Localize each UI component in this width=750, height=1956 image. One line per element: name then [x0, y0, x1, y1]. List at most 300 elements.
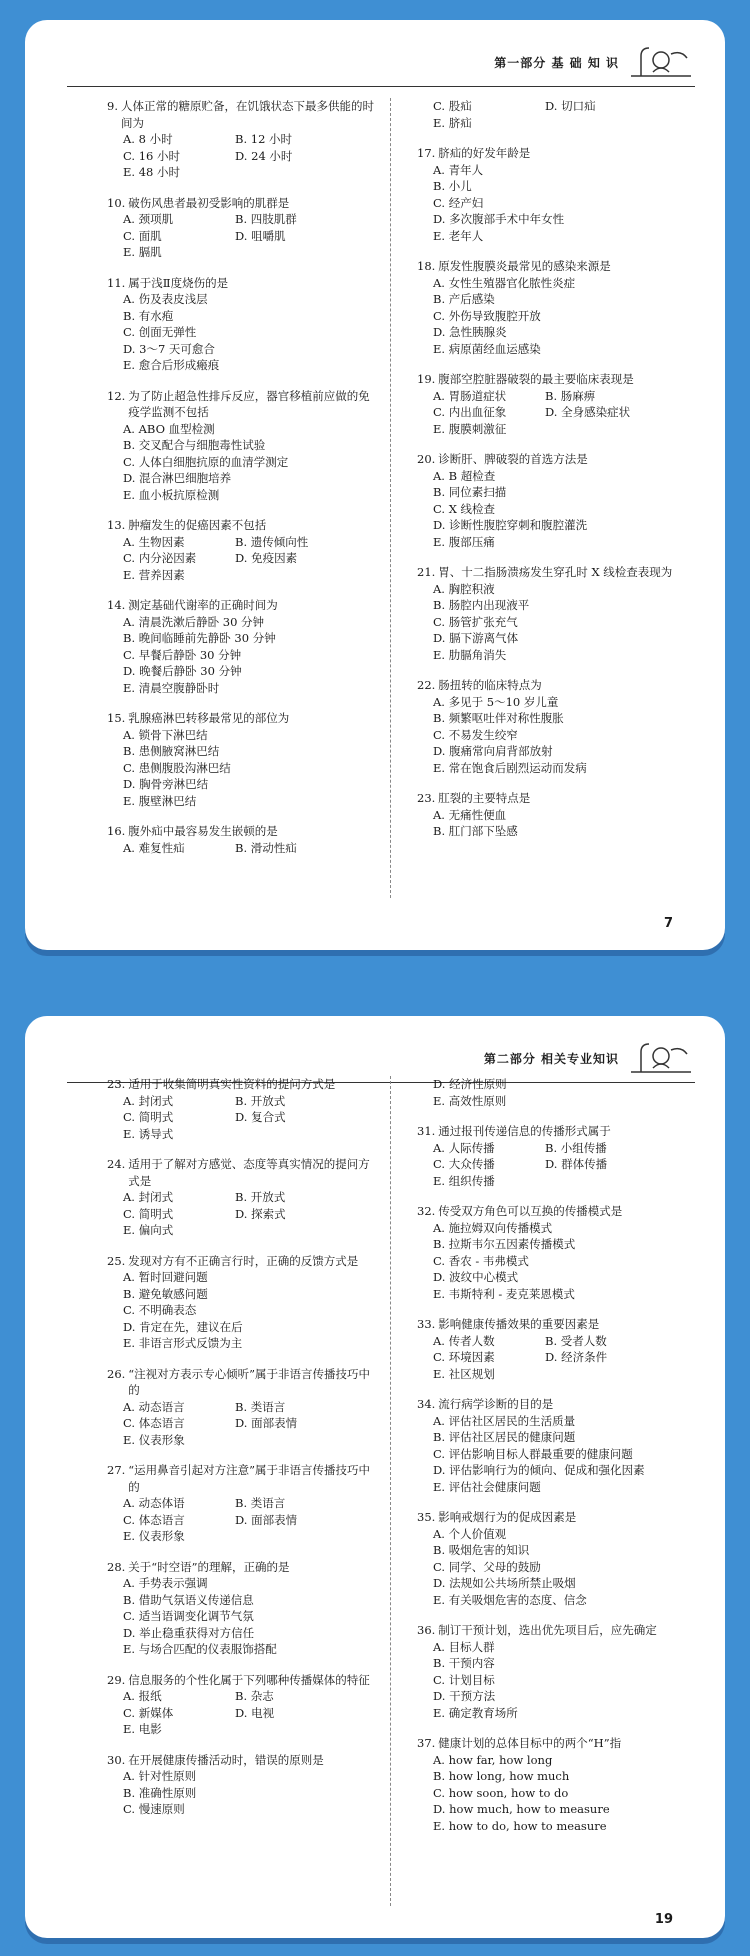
question-text: 影响戒烟行为的促成因素是 — [438, 1510, 577, 1524]
question-stem — [417, 145, 687, 162]
answer-option: D. 肯定在先，建议在后 — [123, 1319, 243, 1334]
answer-option: E. 48 小时 — [123, 165, 180, 179]
option-list — [107, 421, 377, 504]
answer-option: E. 常在饱食后剧烈运动而发病 — [433, 760, 587, 775]
question-number: 13. — [107, 518, 126, 532]
answer-option: A. 封闭式 — [123, 1093, 174, 1108]
question-item — [417, 1203, 687, 1302]
answer-option: A. 报纸 — [123, 1689, 162, 1703]
answer-option: A. 封闭式 — [123, 1190, 174, 1204]
publisher-logo-icon — [627, 42, 695, 82]
answer-option: E. 膈肌 — [123, 245, 162, 259]
column-divider — [390, 1076, 391, 1906]
answer-option: C. how soon, how to do — [433, 1785, 569, 1800]
answer-option: D. 波纹中心模式 — [433, 1270, 519, 1284]
answer-option: B. 受者人数 — [545, 1333, 607, 1348]
option-list — [417, 162, 687, 245]
answer-option: A. 8 小时 — [123, 132, 173, 146]
answer-option: A. 青年人 — [433, 162, 484, 177]
answer-option: B. 小儿 — [433, 179, 472, 193]
answer-option: A. 多见于 5～10 岁儿童 — [433, 694, 559, 709]
answer-option: B. 产后感染 — [433, 292, 495, 306]
question-text: 信息服务的个性化属于下列哪种传播媒体的特征 — [128, 1672, 370, 1687]
question-item — [417, 564, 687, 663]
question-stem — [107, 517, 377, 534]
question-text: “运用鼻音引起对方注意”属于非语言传播技巧中的 — [128, 1463, 371, 1494]
answer-option: E. 社区规划 — [433, 1366, 495, 1381]
question-item — [417, 677, 687, 776]
publisher-logo-icon — [627, 1038, 695, 1078]
page-header — [484, 1036, 695, 1080]
answer-option: D. 经济条件 — [545, 1350, 608, 1364]
answer-option: A. 传者人数 — [433, 1333, 495, 1348]
question-text: 腹外疝中最容易发生嵌顿的是 — [128, 824, 278, 838]
question-item — [417, 790, 687, 840]
question-number: 20. — [417, 452, 436, 466]
answer-option: A. 人际传播 — [433, 1140, 495, 1155]
answer-option: C. 早餐后静卧 30 分钟 — [123, 647, 242, 662]
answer-option: C. 不明确表态 — [123, 1303, 197, 1317]
question-item — [107, 823, 377, 856]
question-item — [107, 597, 377, 696]
question-item — [417, 145, 687, 244]
answer-option: B. 类语言 — [235, 1399, 286, 1414]
option-list — [107, 1688, 377, 1738]
page-header — [494, 40, 695, 84]
answer-option: D. 多次腹部手术中年女性 — [433, 212, 565, 226]
question-number: 9. — [107, 99, 118, 113]
question-item — [417, 1622, 687, 1721]
question-item — [107, 1752, 377, 1818]
answer-option: B. 交叉配合与细胞毒性试验 — [123, 438, 266, 452]
page-number: 19 — [654, 1912, 673, 1927]
question-item — [417, 1735, 687, 1834]
answer-option: B. 滑动性疝 — [235, 840, 297, 855]
question-item — [107, 195, 377, 261]
question-item — [417, 258, 687, 357]
answer-option: B. 四肢肌群 — [235, 212, 297, 226]
question-number: 11. — [107, 275, 126, 290]
question-number: 19. — [417, 372, 436, 386]
question-text: “注视对方表示专心倾听”属于非语言传播技巧中的 — [128, 1366, 371, 1397]
answer-option: A. 针对性原则 — [123, 1769, 197, 1783]
question-stem — [417, 1123, 687, 1140]
answer-option: C. 内分泌因素 — [123, 551, 197, 565]
question-item — [417, 98, 687, 131]
answer-option: C. 不易发生绞窄 — [433, 727, 518, 742]
answer-option: D. 切口疝 — [545, 99, 596, 113]
option-list — [417, 388, 687, 438]
question-number: 29. — [107, 1672, 126, 1687]
question-number: 22. — [417, 678, 436, 692]
answer-option: C. X 线检查 — [433, 501, 496, 516]
answer-option: E. 非语言形式反馈为主 — [123, 1336, 243, 1350]
answer-option: E. 仪表形象 — [123, 1529, 185, 1543]
answer-option: B. 患侧腋窝淋巴结 — [123, 744, 220, 758]
question-stem — [107, 1559, 377, 1576]
answer-option: D. 全身感染症状 — [545, 405, 631, 419]
answer-option: A. 颈项肌 — [123, 212, 174, 226]
answer-option: E. 清晨空腹静卧时 — [123, 680, 220, 695]
answer-option: A. 手势表示强调 — [123, 1576, 208, 1590]
question-number: 16. — [107, 824, 126, 838]
option-list — [417, 1639, 687, 1722]
question-stem — [107, 1156, 377, 1189]
question-text: 传受双方角色可以互换的传播模式是 — [438, 1204, 623, 1218]
question-item — [107, 275, 377, 374]
question-stem — [107, 275, 377, 292]
answer-option: C. 患侧腹股沟淋巴结 — [123, 760, 231, 775]
question-number: 28. — [107, 1559, 126, 1574]
question-stem — [417, 1622, 687, 1639]
question-text: 影响健康传播效果的重要因素是 — [438, 1317, 600, 1331]
question-text: 肿瘤发生的促癌因素不包括 — [128, 518, 267, 532]
answer-option: B. 干预内容 — [433, 1656, 495, 1670]
question-stem — [107, 1462, 377, 1495]
column-divider — [390, 98, 391, 898]
answer-option: B. 频繁呕吐伴对称性腹胀 — [433, 711, 564, 725]
answer-option: D. 面部表情 — [235, 1416, 298, 1430]
answer-option: A. 胃肠道症状 — [433, 388, 507, 403]
option-list — [417, 468, 687, 551]
answer-option: C. 简明式 — [123, 1206, 174, 1221]
answer-option: C. 经产妇 — [433, 195, 484, 210]
question-item — [417, 1076, 687, 1109]
question-text: 制订干预计划，选出优先项目后，应先确定 — [438, 1623, 657, 1637]
question-stem — [417, 1203, 687, 1220]
question-stem — [107, 1752, 377, 1769]
page-19 — [25, 1016, 725, 1938]
answer-option: D. 干预方法 — [433, 1689, 496, 1703]
answer-option: E. 电影 — [123, 1722, 162, 1736]
answer-option: C. 香农 - 韦弗模式 — [433, 1253, 529, 1268]
answer-option: A. 胸腔积液 — [433, 581, 495, 596]
question-number: 26. — [107, 1366, 126, 1381]
option-list — [417, 694, 687, 777]
answer-option: E. 腹膜刺激征 — [433, 421, 507, 436]
question-item — [107, 1076, 377, 1142]
option-list — [107, 1495, 377, 1545]
option-list — [417, 807, 687, 840]
option-list — [107, 131, 377, 181]
option-list — [417, 98, 687, 131]
question-item — [107, 517, 377, 583]
answer-option: E. 脐疝 — [433, 115, 472, 130]
answer-option: B. 开放式 — [235, 1190, 286, 1204]
answer-option: D. 面部表情 — [235, 1512, 298, 1527]
answer-option: A. how far, how long — [433, 1752, 553, 1767]
question-text: 流行病学诊断的目的是 — [438, 1397, 554, 1411]
answer-option: B. 12 小时 — [235, 132, 293, 146]
question-number: 10. — [107, 195, 126, 210]
answer-option: B. 准确性原则 — [123, 1785, 197, 1800]
question-stem — [107, 710, 377, 727]
answer-option: C. 人体白细胞抗原的血清学测定 — [123, 454, 289, 469]
answer-option: B. 避免敏感问题 — [123, 1286, 208, 1301]
option-list — [417, 1752, 687, 1835]
answer-option: A. 暂时回避问题 — [123, 1270, 208, 1284]
option-list — [107, 1189, 377, 1239]
answer-option: C. 股疝 — [433, 99, 472, 113]
answer-option: B. 借助气氛语义传递信息 — [123, 1592, 254, 1607]
question-text: 健康计划的总体目标中的两个“H”指 — [438, 1736, 622, 1750]
question-number: 31. — [417, 1124, 436, 1138]
answer-option: C. 同学、父母的鼓励 — [433, 1559, 541, 1574]
question-number: 37. — [417, 1736, 436, 1750]
answer-option: E. 病原菌经血运感染 — [433, 341, 541, 356]
question-stem — [107, 195, 377, 212]
question-number: 33. — [417, 1317, 436, 1331]
answer-option: D. 电视 — [235, 1705, 275, 1720]
answer-option: B. 遗传倾向性 — [235, 534, 309, 549]
question-text: 测定基础代谢率的正确时间为 — [128, 598, 278, 612]
question-stem — [417, 371, 687, 388]
answer-option: A. 动态语言 — [123, 1399, 185, 1414]
answer-option: C. 体态语言 — [123, 1416, 185, 1430]
answer-option: D. 胸骨旁淋巴结 — [123, 777, 209, 791]
answer-option: A. 生物因素 — [123, 534, 185, 549]
question-stem — [107, 1672, 377, 1689]
question-text: 属于浅Ⅱ度烧伤的是 — [128, 275, 229, 290]
answer-option: D. 免疫因素 — [235, 551, 298, 565]
answer-option: D. 咀嚼肌 — [235, 228, 286, 243]
answer-option: C. 创面无弹性 — [123, 325, 197, 339]
option-list — [417, 1220, 687, 1303]
question-number: 23. — [107, 1077, 126, 1091]
option-list — [107, 1575, 377, 1658]
answer-option: B. 小组传播 — [545, 1140, 607, 1155]
answer-option: D. 3～7 天可愈合 — [123, 341, 215, 356]
question-stem — [107, 597, 377, 614]
answer-option: E. 腹壁淋巴结 — [123, 793, 197, 808]
answer-option: E. 评估社会健康问题 — [433, 1479, 541, 1494]
answer-option: B. 晚间临睡前先静卧 30 分钟 — [123, 631, 276, 645]
answer-option: E. 腹部压痛 — [433, 534, 495, 549]
question-number: 27. — [107, 1463, 126, 1477]
answer-option: D. 探索式 — [235, 1206, 286, 1221]
question-stem — [107, 1253, 377, 1270]
question-stem — [417, 1735, 687, 1752]
question-item — [417, 1396, 687, 1495]
question-item — [417, 1509, 687, 1608]
question-item — [107, 98, 377, 181]
answer-option: E. 组织传播 — [433, 1173, 495, 1188]
page-7 — [25, 20, 725, 950]
answer-option: C. 内出血征象 — [433, 405, 507, 419]
answer-option: C. 肠管扩张充气 — [433, 614, 518, 629]
answer-option: C. 评估影响目标人群最重要的健康问题 — [433, 1446, 633, 1461]
question-text: 肠扭转的临床特点为 — [438, 678, 542, 692]
question-text: 人体正常的糖原贮备，在饥饿状态下最多供能的时间为 — [120, 99, 374, 130]
question-text: 胃、十二指肠溃疡发生穿孔时 X 线检查表现为 — [438, 565, 673, 579]
question-stem — [107, 1076, 377, 1093]
option-list — [107, 534, 377, 584]
question-item — [107, 1672, 377, 1738]
question-text: 诊断肝、脾破裂的首选方法是 — [438, 452, 588, 466]
question-stem — [417, 564, 687, 581]
answer-option: D. 腹痛常向肩背部放射 — [433, 744, 553, 758]
section-title: 第二部分 相关专业知识 — [483, 1051, 619, 1066]
question-item — [107, 1156, 377, 1239]
answer-option: B. 评估社区居民的健康问题 — [433, 1430, 576, 1444]
question-stem — [107, 388, 377, 421]
answer-option: A. 个人价值观 — [433, 1526, 507, 1541]
question-stem — [417, 677, 687, 694]
answer-option: D. 晚餐后静卧 30 分钟 — [123, 664, 242, 678]
question-stem — [107, 98, 377, 131]
option-list — [417, 275, 687, 358]
answer-option: B. 拉斯韦尔五因素传播模式 — [433, 1237, 576, 1251]
answer-option: E. 诱导式 — [123, 1126, 174, 1141]
option-list — [107, 614, 377, 697]
answer-option: A. 清晨洗漱后静卧 30 分钟 — [123, 614, 265, 629]
header-rule — [67, 86, 695, 87]
question-number: 18. — [417, 259, 436, 273]
answer-option: D. 诊断性腹腔穿刺和腹腔灌洗 — [433, 518, 588, 532]
answer-option: C. 面肌 — [123, 228, 162, 243]
answer-option: E. 肋膈角消失 — [433, 647, 507, 662]
question-text: 通过报刊传递信息的传播形式属于 — [438, 1124, 611, 1138]
question-stem — [417, 790, 687, 807]
option-list — [107, 1093, 377, 1143]
question-number: 14. — [107, 598, 126, 612]
answer-option: E. 仪表形象 — [123, 1432, 185, 1447]
answer-option: C. 外伤导致腹腔开放 — [433, 308, 541, 323]
right-column — [417, 98, 687, 854]
answer-option: E. 确定教育场所 — [433, 1705, 518, 1720]
question-text: 适用于收集简明真实性资料的提问方式是 — [128, 1077, 336, 1091]
answer-option: B. how long, how much — [433, 1769, 570, 1783]
answer-option: D. 急性胰腺炎 — [433, 325, 507, 339]
answer-option: C. 慢速原则 — [123, 1802, 185, 1816]
answer-option: C. 计划目标 — [433, 1672, 495, 1687]
question-number: 17. — [417, 146, 436, 160]
question-item — [107, 388, 377, 504]
question-item — [417, 451, 687, 550]
question-number: 12. — [107, 388, 126, 403]
answer-option: A. B 超检查 — [433, 468, 496, 483]
answer-option: A. 评估社区居民的生活质量 — [433, 1413, 576, 1428]
question-text: 破伤风患者最初受影响的肌群是 — [128, 195, 290, 210]
answer-option: D. 群体传播 — [545, 1157, 608, 1171]
question-item — [107, 710, 377, 809]
answer-option: B. 肠麻痹 — [545, 388, 596, 403]
answer-option: A. 动态体语 — [123, 1496, 185, 1510]
answer-option: D. 法规如公共场所禁止吸烟 — [433, 1576, 576, 1590]
question-number: 24. — [107, 1157, 126, 1171]
answer-option: D. 混合淋巴细胞培养 — [123, 471, 232, 485]
question-stem — [417, 258, 687, 275]
left-column — [107, 1076, 377, 1832]
answer-option: C. 简明式 — [123, 1110, 174, 1124]
option-list — [417, 1076, 687, 1109]
question-stem — [107, 823, 377, 840]
question-text: 肛裂的主要特点是 — [438, 791, 531, 805]
option-list — [107, 727, 377, 810]
option-list — [107, 840, 377, 857]
question-stem — [417, 1396, 687, 1413]
answer-option: B. 有水疱 — [123, 308, 174, 323]
question-item — [107, 1559, 377, 1658]
question-number: 15. — [107, 711, 126, 725]
question-item — [417, 371, 687, 437]
answer-option: D. 举止稳重获得对方信任 — [123, 1625, 255, 1640]
question-number: 36. — [417, 1623, 436, 1637]
answer-option: D. 复合式 — [235, 1110, 286, 1124]
option-list — [417, 1140, 687, 1190]
answer-option: E. 偏向式 — [123, 1223, 174, 1237]
answer-option: C. 环境因素 — [433, 1350, 495, 1364]
question-text: 适用于了解对方感觉、态度等真实情况的提问方式是 — [128, 1157, 370, 1188]
question-stem — [417, 1509, 687, 1526]
question-text: 脐疝的好发年龄是 — [438, 146, 531, 160]
question-number: 30. — [107, 1752, 126, 1767]
option-list — [417, 581, 687, 664]
question-item — [107, 1366, 377, 1449]
answer-option: E. 血小板抗原检测 — [123, 487, 220, 502]
question-stem — [417, 451, 687, 468]
answer-option: C. 大众传播 — [433, 1157, 495, 1171]
answer-option: D. 膈下游离气体 — [433, 631, 519, 645]
answer-option: A. 女性生殖器官化脓性炎症 — [433, 275, 576, 290]
question-stem — [107, 1366, 377, 1399]
question-text: 关于“时空语”的理解，正确的是 — [128, 1559, 290, 1574]
option-list — [107, 211, 377, 261]
answer-option: A. 伤及表皮浅层 — [123, 292, 208, 306]
answer-option: C. 16 小时 — [123, 148, 180, 163]
right-column — [417, 1076, 687, 1848]
answer-option: A. ABO 血型检测 — [123, 421, 215, 436]
question-text: 乳腺癌淋巴转移最常见的部位为 — [128, 711, 290, 725]
answer-option: A. 施拉姆双向传播模式 — [433, 1220, 553, 1235]
answer-option: E. 与场合匹配的仪表服饰搭配 — [123, 1642, 277, 1656]
option-list — [107, 1269, 377, 1352]
page-number: 7 — [663, 916, 673, 931]
answer-option: B. 杂志 — [235, 1689, 274, 1703]
answer-option: E. 老年人 — [433, 228, 484, 243]
section-title: 第一部分 基 础 知 识 — [494, 55, 619, 70]
answer-option: A. 难复性疝 — [123, 840, 185, 855]
left-column — [107, 98, 377, 870]
answer-option: E. how to do, how to measure — [433, 1818, 607, 1833]
option-list — [417, 1526, 687, 1609]
answer-option: C. 适当语调变化调节气氛 — [123, 1609, 254, 1623]
question-number: 35. — [417, 1510, 436, 1524]
question-number: 21. — [417, 565, 436, 579]
answer-option: C. 体态语言 — [123, 1512, 185, 1527]
answer-option: B. 肠腔内出现液平 — [433, 598, 530, 612]
answer-option: B. 同位素扫描 — [433, 485, 507, 499]
option-list — [107, 1768, 377, 1818]
answer-option: B. 类语言 — [235, 1496, 286, 1510]
question-text: 原发性腹膜炎最常见的感染来源是 — [438, 259, 611, 273]
answer-option: D. 评估影响行为的倾向、促成和强化因素 — [433, 1463, 645, 1477]
question-number: 23. — [417, 791, 436, 805]
option-list — [107, 291, 377, 374]
answer-option: A. 无痛性便血 — [433, 807, 507, 822]
answer-option: D. how much, how to measure — [433, 1802, 610, 1816]
answer-option: A. 锁骨下淋巴结 — [123, 727, 208, 742]
answer-option: E. 韦斯特利 - 麦克莱恩模式 — [433, 1286, 575, 1301]
answer-option: C. 新媒体 — [123, 1705, 174, 1720]
question-item — [107, 1462, 377, 1545]
answer-option: D. 经济性原则 — [433, 1077, 507, 1091]
answer-option: E. 营养因素 — [123, 567, 185, 582]
answer-option: B. 肛门部下坠感 — [433, 824, 518, 838]
answer-option: D. 24 小时 — [235, 148, 293, 163]
answer-option: B. 开放式 — [235, 1093, 286, 1108]
question-stem — [417, 1316, 687, 1333]
